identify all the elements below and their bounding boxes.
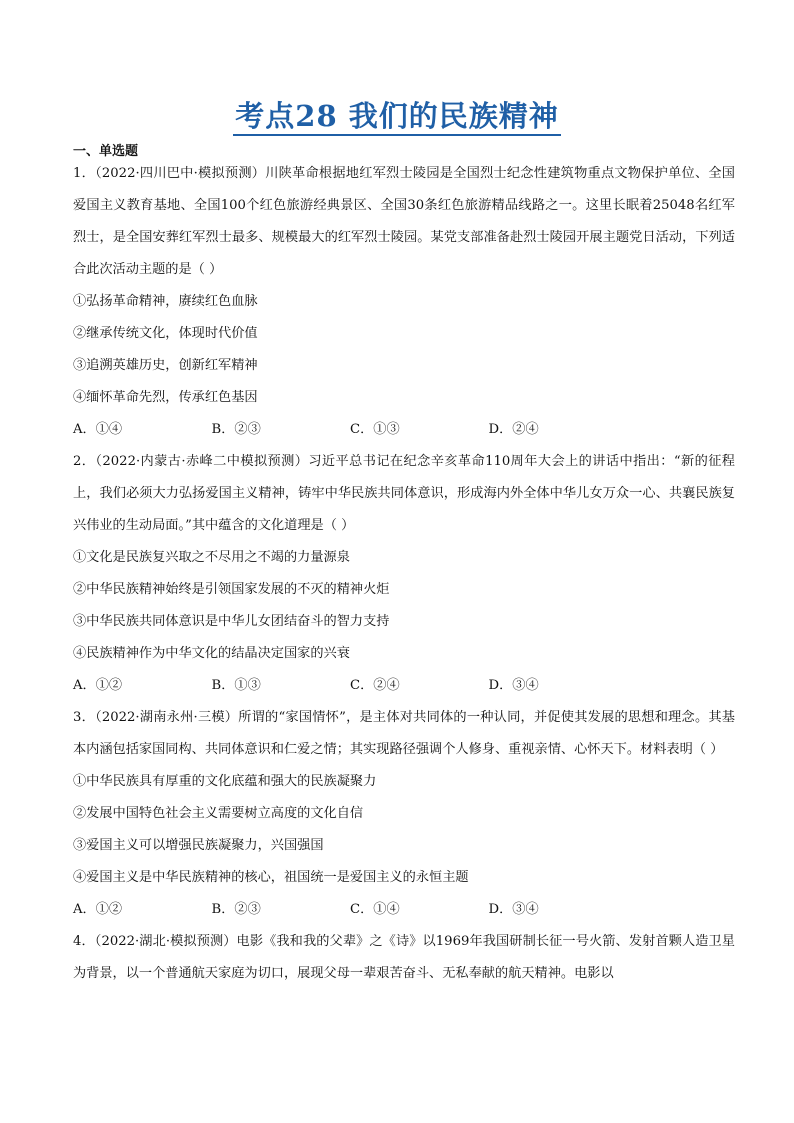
answer-choices — [73, 670, 735, 702]
question-option: ③追溯英雄历史，创新红军精神 — [73, 358, 258, 373]
question-option: ④缅怀革命先烈，传承红色基因 — [73, 390, 258, 405]
question-option: ①中华民族具有厚重的文化底蕴和强大的民族凝聚力 — [73, 774, 377, 789]
page-title — [0, 96, 794, 136]
question-option: ②中华民族精神始终是引领国家发展的不灭的精神火炬 — [73, 582, 390, 597]
answer-choice-b[interactable]: B．②③ — [211, 422, 261, 437]
answer-choice-a[interactable]: A．①② — [73, 902, 123, 917]
question-option: ③中华民族共同体意识是中华儿女团结奋斗的智力支持 — [73, 614, 390, 629]
question-stem: 3．（2022·湖南永州·三模）所谓的“家国情怀”，是主体对共同体的一种认同，并促使其发展的思想和理念。其基本内涵包括家国同构、共同体意识和仁爱之情；其实现路径强调个人修身、重视亲情、心怀天下。材料表明（ ） — [73, 710, 735, 757]
answer-choices — [73, 894, 735, 926]
question-2 — [73, 446, 735, 702]
answer-choices — [73, 414, 735, 446]
answer-choice-d[interactable]: D．②④ — [488, 422, 539, 437]
question-option: ①弘扬革命精神，赓续红色血脉 — [73, 294, 258, 309]
question-option: ④民族精神作为中华文化的结晶决定国家的兴衰 — [73, 646, 350, 661]
answer-choice-b[interactable]: B．②③ — [211, 902, 261, 917]
answer-choice-c[interactable]: C．②④ — [350, 678, 400, 693]
question-4 — [73, 926, 735, 990]
question-option: ②继承传统文化，体现时代价值 — [73, 326, 258, 341]
page-title-text: 考点28 我们的民族精神 — [233, 99, 560, 136]
question-option: ③爱国主义可以增强民族凝聚力，兴国强国 — [73, 838, 324, 853]
question-option: ②发展中国特色社会主义需要树立高度的文化自信 — [73, 806, 364, 821]
answer-choice-d[interactable]: D．③④ — [488, 902, 539, 917]
answer-choice-c[interactable]: C．①④ — [350, 902, 400, 917]
question-3 — [73, 702, 735, 926]
section-heading: 一、单选题 — [73, 144, 139, 159]
question-option: ①文化是民族复兴取之不尽用之不竭的力量源泉 — [73, 550, 350, 565]
answer-choice-a[interactable]: A．①② — [73, 678, 123, 693]
answer-choice-d[interactable]: D．③④ — [488, 678, 539, 693]
question-stem: 1．（2022·四川巴中·模拟预测）川陕革命根据地红军烈士陵园是全国烈士纪念性建筑物重点文物保护单位、全国爱国主义教育基地、全国100个红色旅游经典景区、全国30条红色旅游精品线路之一。这里长眠着25048名红军烈士，是全国安葬红军烈士最多、规模最大的红军烈士陵园。某党支部准备赴烈士陵园开展主题党日活动，下列适合此次活动主题的是（ ） — [73, 166, 735, 277]
question-stem: 2．（2022·内蒙古·赤峰二中模拟预测）习近平总书记在纪念辛亥革命110周年大会上的讲话中指出：“新的征程上，我们必须大力弘扬爱国主义精神，铸牢中华民族共同体意识，形成海内外全体中华儿女万众一心、共襄民族复兴伟业的生动局面。”其中蕴含的文化道理是（ ） — [73, 454, 735, 533]
question-stem: 4．（2022·湖北·模拟预测）电影《我和我的父辈》之《诗》以1969年我国研制长征一号火箭、发射首颗人造卫星为背景，以一个普通航天家庭为切口，展现父母一辈艰苦奋斗、无私奉献的航天精神。电影以 — [73, 934, 735, 981]
answer-choice-a[interactable]: A．①④ — [73, 422, 123, 437]
answer-choice-c[interactable]: C．①③ — [350, 422, 400, 437]
question-list — [73, 158, 735, 990]
question-1 — [73, 158, 735, 446]
question-option: ④爱国主义是中华民族精神的核心，祖国统一是爱国主义的永恒主题 — [73, 870, 469, 885]
answer-choice-b[interactable]: B．①③ — [211, 678, 261, 693]
